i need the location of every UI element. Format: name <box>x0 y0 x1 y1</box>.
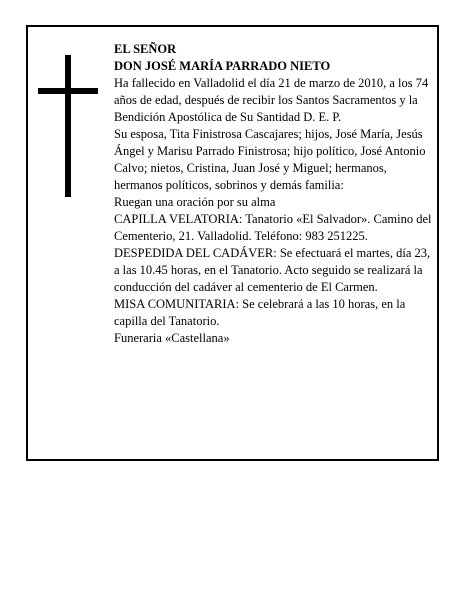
wake-chapel-info: CAPILLA VELATORIA: Tanatorio «El Salvador». Camino del Cementerio, 21. Valladolid. Teléfono: 983 251225. <box>114 212 432 243</box>
death-announcement: Ha fallecido en Valladolid el día 21 de marzo de 2010, a los 74 años de edad, después de recibir los Santos Sacramentos y la Bendición Apostólica de Su Santidad D. E. P. <box>114 76 429 124</box>
notice-title-line1: EL SEÑOR <box>114 42 177 56</box>
family-list: Su esposa, Tita Finistrosa Cascajares; hijos, José María, Jesús Ángel y Marisu Parrado Finistrosa; hijo político, José Antonio Calvo; nietos, Cristina, Juan José y Miguel; hermanos, hermanos políticos, sobrinos y demás familia: <box>114 127 426 192</box>
mass-info: MISA COMUNITARIA: Se celebrará a las 10 horas, en la capilla del Tanatorio. <box>114 297 406 328</box>
funeral-home: Funeraria «Castellana» <box>114 331 230 345</box>
obituary-notice <box>26 25 439 461</box>
notice-text <box>114 41 434 347</box>
prayer-request: Ruegan una oración por su alma <box>114 195 276 209</box>
notice-title-line2: DON JOSÉ MARÍA PARRADO NIETO <box>114 59 331 73</box>
cross-vertical-bar <box>65 55 71 197</box>
farewell-info: DESPEDIDA DEL CADÁVER: Se efectuará el martes, día 23, a las 10.45 horas, en el Tanatorio. Acto seguido se realizará la conducción del cadáver al cementerio de El Carmen. <box>114 246 431 294</box>
cross-horizontal-bar <box>38 88 98 94</box>
cross-icon <box>38 55 98 197</box>
